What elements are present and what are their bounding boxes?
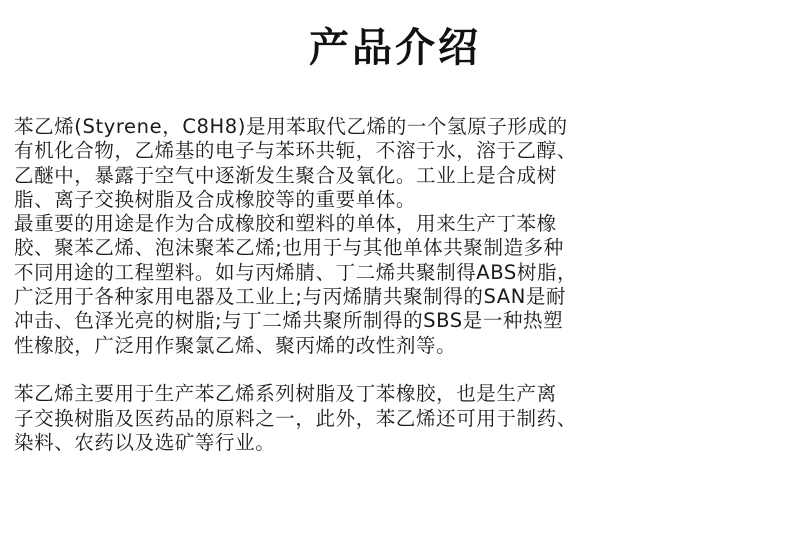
- text-line: 最重要的用途是作为合成橡胶和塑料的单体，用来生产丁苯橡: [14, 212, 557, 236]
- body-text: [14, 115, 782, 455]
- paragraph-3: [14, 382, 782, 455]
- paragraph-spacer: [14, 358, 782, 382]
- paragraph-2: [14, 212, 782, 358]
- text-line: 性橡胶，广泛用作聚氯乙烯、聚丙烯的改性剂等。: [14, 333, 457, 357]
- text-line: 苯乙烯主要用于生产苯乙烯系列树脂及丁苯橡胶，也是生产离: [14, 382, 557, 406]
- text-line: 苯乙烯(Styrene，C8H8)是用苯取代乙烯的一个氢原子形成的: [14, 115, 568, 138]
- text-line: 乙醚中，暴露于空气中逐渐发生聚合及氧化。工业上是合成树: [14, 163, 557, 187]
- text-line: 脂、离子交换树脂及合成橡胶等的重要单体。: [14, 187, 417, 211]
- text-line: 冲击、色泽光亮的树脂;与丁二烯共聚所制得的SBS是一种热塑: [14, 309, 564, 333]
- text-line: 广泛用于各种家用电器及工业上;与丙烯腈共聚制得的SAN是耐: [14, 285, 567, 309]
- text-line: 不同用途的工程塑料。如与丙烯腈、丁二烯共聚制得ABS树脂，: [14, 260, 578, 284]
- paragraph-1: [14, 115, 782, 212]
- text-line: 染料、农药以及选矿等行业。: [14, 430, 276, 454]
- text-line: 有机化合物，乙烯基的电子与苯环共轭，不溶于水，溶于乙醇、: [14, 139, 577, 163]
- page-title: 产品介绍: [309, 24, 481, 71]
- text-line: 子交换树脂及医药品的原料之一，此外，苯乙烯还可用于制药、: [14, 406, 577, 430]
- text-line: 胶、聚苯乙烯、泡沫聚苯乙烯;也用于与其他单体共聚制造多种: [14, 236, 564, 260]
